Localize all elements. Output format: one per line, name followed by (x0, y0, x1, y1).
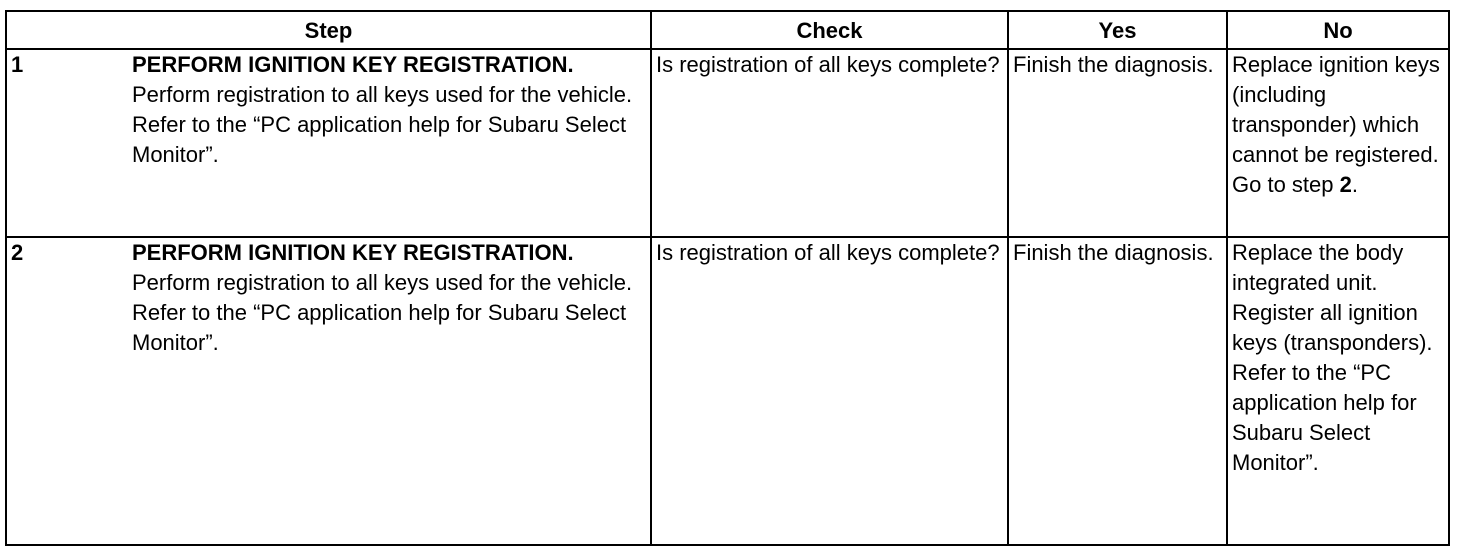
no-cell: Replace the body integrated unit. Register all ignition keys (transponders). Refer to the “PC application help for Subaru Select Monitor”. (1227, 237, 1449, 545)
step-number: 1 (11, 52, 24, 77)
step-description: Perform registration to all keys used for the vehicle. Refer to the “PC application help for Subaru Select Monitor”. (132, 270, 633, 355)
check-cell: Is registration of all keys complete? (651, 49, 1008, 237)
step-title: PERFORM IGNITION KEY REGISTRATION. (132, 52, 574, 77)
no-text: Replace ignition keys (including transponder) which cannot be registered. Go to step (1232, 52, 1440, 197)
table-row (6, 49, 1449, 237)
no-cell (1227, 49, 1449, 237)
header-yes: Yes (1008, 11, 1227, 49)
step-title: PERFORM IGNITION KEY REGISTRATION. (132, 240, 574, 265)
check-cell: Is registration of all keys complete? (651, 237, 1008, 545)
step-cell (6, 237, 651, 545)
yes-cell: Finish the diagnosis. (1008, 237, 1227, 545)
no-end: . (1351, 172, 1359, 197)
step-number: 2 (11, 240, 24, 265)
diagnostic-table (5, 10, 1450, 546)
header-step: Step (6, 11, 651, 49)
header-no: No (1227, 11, 1449, 49)
step-cell (6, 49, 651, 237)
no-step-ref: 2 (1339, 172, 1352, 197)
header-row (6, 11, 1449, 49)
yes-cell: Finish the diagnosis. (1008, 49, 1227, 237)
step-description: Perform registration to all keys used for the vehicle. Refer to the “PC application help for Subaru Select Monitor”. (132, 82, 633, 167)
table-row (6, 237, 1449, 545)
header-check: Check (651, 11, 1008, 49)
